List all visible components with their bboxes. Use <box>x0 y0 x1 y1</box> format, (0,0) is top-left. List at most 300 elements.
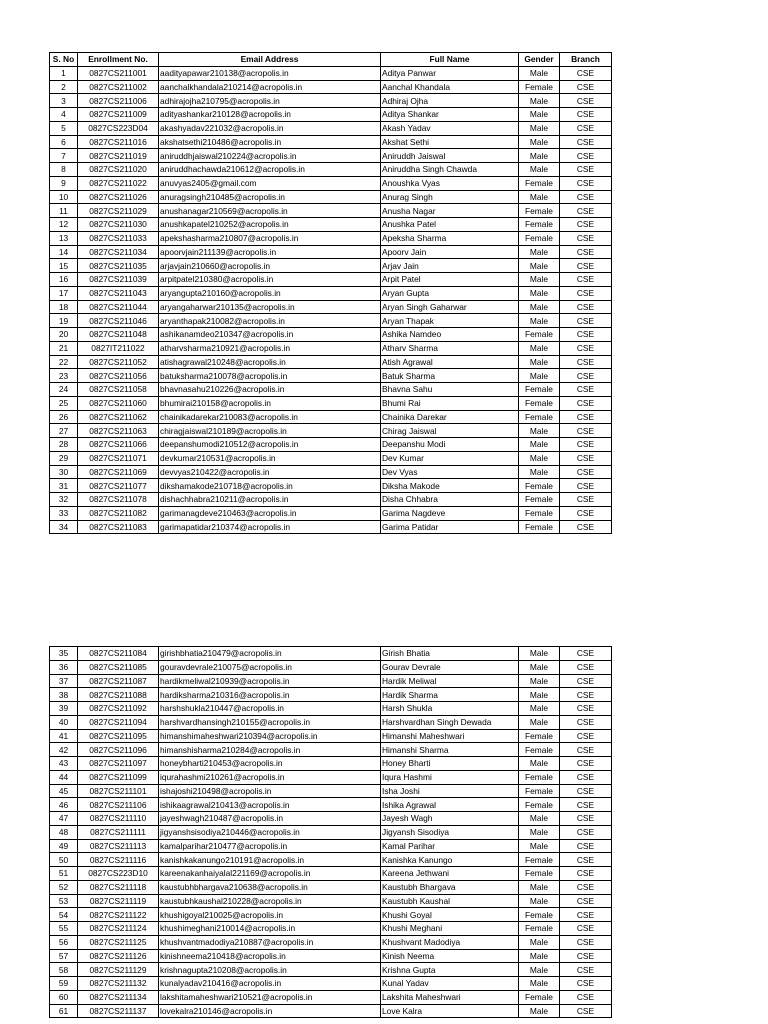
cell-gender: Male <box>519 259 560 273</box>
cell-sno: 16 <box>50 273 78 287</box>
cell-enrollment: 0827CS211019 <box>78 149 159 163</box>
cell-sno: 39 <box>50 702 78 716</box>
cell-full-name: Himanshi Maheshwari <box>381 729 519 743</box>
cell-branch: CSE <box>560 410 612 424</box>
cell-sno: 11 <box>50 204 78 218</box>
cell-gender: Male <box>519 894 560 908</box>
cell-enrollment: 0827CS211066 <box>78 438 159 452</box>
cell-enrollment: 0827CS211094 <box>78 715 159 729</box>
table-row <box>50 121 612 135</box>
cell-sno: 50 <box>50 853 78 867</box>
cell-enrollment: 0827CS211039 <box>78 273 159 287</box>
cell-email: dikshamakode210718@acropolis.in <box>159 479 381 493</box>
cell-enrollment: 0827CS211132 <box>78 977 159 991</box>
table-row <box>50 674 612 688</box>
cell-branch: CSE <box>560 506 612 520</box>
cell-gender: Female <box>519 784 560 798</box>
cell-enrollment: 0827CS211001 <box>78 66 159 80</box>
cell-enrollment: 0827CS211016 <box>78 135 159 149</box>
cell-enrollment: 0827CS211048 <box>78 328 159 342</box>
cell-gender: Male <box>519 715 560 729</box>
cell-enrollment: 0827CS211129 <box>78 963 159 977</box>
cell-branch: CSE <box>560 231 612 245</box>
cell-gender: Female <box>519 410 560 424</box>
cell-email: kaustubhbhargava210638@acropolis.in <box>159 880 381 894</box>
cell-gender: Male <box>519 163 560 177</box>
student-table-1 <box>49 52 612 534</box>
cell-gender: Female <box>519 479 560 493</box>
cell-sno: 42 <box>50 743 78 757</box>
cell-enrollment: 0827CS211060 <box>78 396 159 410</box>
table-row <box>50 935 612 949</box>
cell-email: akashyadav221032@acropolis.in <box>159 121 381 135</box>
cell-sno: 53 <box>50 894 78 908</box>
table-row <box>50 715 612 729</box>
table-row <box>50 853 612 867</box>
cell-gender: Male <box>519 465 560 479</box>
cell-gender: Male <box>519 66 560 80</box>
cell-enrollment: 0827CS211035 <box>78 259 159 273</box>
cell-branch: CSE <box>560 493 612 507</box>
cell-full-name: Garima Nagdeve <box>381 506 519 520</box>
cell-sno: 45 <box>50 784 78 798</box>
cell-email: devkumar210531@acropolis.in <box>159 451 381 465</box>
cell-full-name: Aryan Gupta <box>381 286 519 300</box>
cell-email: harshshukla210447@acropolis.in <box>159 702 381 716</box>
cell-branch: CSE <box>560 328 612 342</box>
cell-enrollment: 0827CS211034 <box>78 245 159 259</box>
cell-email: girishbhatia210479@acropolis.in <box>159 647 381 661</box>
cell-branch: CSE <box>560 715 612 729</box>
cell-branch: CSE <box>560 300 612 314</box>
header-full-name: Full Name <box>381 53 519 67</box>
cell-sno: 4 <box>50 108 78 122</box>
cell-email: aniruddhjaiswal210224@acropolis.in <box>159 149 381 163</box>
table-row <box>50 300 612 314</box>
cell-full-name: Jayesh Wagh <box>381 812 519 826</box>
cell-sno: 56 <box>50 935 78 949</box>
cell-email: kinishneema210418@acropolis.in <box>159 949 381 963</box>
cell-full-name: Kareena Jethwani <box>381 867 519 881</box>
cell-full-name: Apoorv Jain <box>381 245 519 259</box>
cell-enrollment: 0827CS211092 <box>78 702 159 716</box>
cell-sno: 41 <box>50 729 78 743</box>
cell-gender: Female <box>519 990 560 1004</box>
header-gender: Gender <box>519 53 560 67</box>
cell-gender: Male <box>519 355 560 369</box>
cell-sno: 6 <box>50 135 78 149</box>
cell-gender: Male <box>519 757 560 771</box>
cell-enrollment: 0827CS211058 <box>78 383 159 397</box>
cell-full-name: Gourav Devrale <box>381 660 519 674</box>
table-row <box>50 245 612 259</box>
cell-gender: Male <box>519 190 560 204</box>
cell-enrollment: 0827CS211020 <box>78 163 159 177</box>
cell-email: aadityapawar210138@acropolis.in <box>159 66 381 80</box>
table-row <box>50 286 612 300</box>
cell-enrollment: 0827CS211006 <box>78 94 159 108</box>
cell-full-name: Khushi Meghani <box>381 922 519 936</box>
cell-full-name: Dev Vyas <box>381 465 519 479</box>
cell-enrollment: 0827CS211118 <box>78 880 159 894</box>
table-row <box>50 825 612 839</box>
cell-enrollment: 0827CS211113 <box>78 839 159 853</box>
cell-full-name: Krishna Gupta <box>381 963 519 977</box>
cell-branch: CSE <box>560 341 612 355</box>
cell-enrollment: 0827CS211082 <box>78 506 159 520</box>
table-row <box>50 757 612 771</box>
cell-enrollment: 0827CS211110 <box>78 812 159 826</box>
table-row <box>50 839 612 853</box>
cell-sno: 32 <box>50 493 78 507</box>
cell-full-name: Honey Bharti <box>381 757 519 771</box>
table-row <box>50 396 612 410</box>
cell-gender: Male <box>519 674 560 688</box>
cell-email: anuragsingh210485@acropolis.in <box>159 190 381 204</box>
table-row <box>50 424 612 438</box>
cell-full-name: Kanishka Kanungo <box>381 853 519 867</box>
cell-enrollment: 0827CS211083 <box>78 520 159 534</box>
table-row <box>50 867 612 881</box>
cell-branch: CSE <box>560 688 612 702</box>
cell-branch: CSE <box>560 867 612 881</box>
cell-gender: Male <box>519 273 560 287</box>
cell-full-name: Bhumi Rai <box>381 396 519 410</box>
cell-full-name: Harshvardhan Singh Dewada <box>381 715 519 729</box>
cell-full-name: Isha Joshi <box>381 784 519 798</box>
cell-branch: CSE <box>560 908 612 922</box>
cell-full-name: Aryan Singh Gaharwar <box>381 300 519 314</box>
cell-gender: Male <box>519 94 560 108</box>
cell-gender: Female <box>519 396 560 410</box>
cell-gender: Male <box>519 286 560 300</box>
cell-branch: CSE <box>560 149 612 163</box>
cell-enrollment: 0827CS211087 <box>78 674 159 688</box>
cell-enrollment: 0827CS211096 <box>78 743 159 757</box>
cell-full-name: Ashika Namdeo <box>381 328 519 342</box>
cell-email: apekshasharma210807@acropolis.in <box>159 231 381 245</box>
cell-enrollment: 0827CS211126 <box>78 949 159 963</box>
cell-email: aniruddhachawda210612@acropolis.in <box>159 163 381 177</box>
cell-branch: CSE <box>560 784 612 798</box>
cell-branch: CSE <box>560 812 612 826</box>
cell-branch: CSE <box>560 314 612 328</box>
cell-gender: Male <box>519 245 560 259</box>
cell-enrollment: 0827CS211069 <box>78 465 159 479</box>
cell-branch: CSE <box>560 355 612 369</box>
table-row <box>50 465 612 479</box>
cell-sno: 26 <box>50 410 78 424</box>
cell-branch: CSE <box>560 479 612 493</box>
cell-gender: Female <box>519 729 560 743</box>
cell-branch: CSE <box>560 757 612 771</box>
cell-gender: Male <box>519 135 560 149</box>
cell-sno: 18 <box>50 300 78 314</box>
cell-sno: 31 <box>50 479 78 493</box>
cell-branch: CSE <box>560 880 612 894</box>
cell-full-name: Anoushka Vyas <box>381 176 519 190</box>
cell-full-name: Kunal Yadav <box>381 977 519 991</box>
cell-full-name: Kamal Parihar <box>381 839 519 853</box>
cell-sno: 5 <box>50 121 78 135</box>
cell-gender: Male <box>519 702 560 716</box>
table-row <box>50 66 612 80</box>
cell-enrollment: 0827CS211071 <box>78 451 159 465</box>
cell-full-name: Akshat Sethi <box>381 135 519 149</box>
table-row <box>50 922 612 936</box>
table-row <box>50 314 612 328</box>
cell-email: ishajoshi210498@acropolis.in <box>159 784 381 798</box>
table-row <box>50 798 612 812</box>
cell-sno: 8 <box>50 163 78 177</box>
cell-gender: Female <box>519 770 560 784</box>
cell-branch: CSE <box>560 853 612 867</box>
cell-branch: CSE <box>560 520 612 534</box>
cell-sno: 57 <box>50 949 78 963</box>
cell-branch: CSE <box>560 647 612 661</box>
cell-full-name: Deepanshu Modi <box>381 438 519 452</box>
cell-email: batuksharma210078@acropolis.in <box>159 369 381 383</box>
cell-full-name: Garima Patidar <box>381 520 519 534</box>
cell-full-name: Akash Yadav <box>381 121 519 135</box>
cell-email: apoorvjain211139@acropolis.in <box>159 245 381 259</box>
cell-full-name: Arjav Jain <box>381 259 519 273</box>
cell-enrollment: 0827CS211029 <box>78 204 159 218</box>
cell-enrollment: 0827CS211106 <box>78 798 159 812</box>
cell-email: arpitpatel210380@acropolis.in <box>159 273 381 287</box>
cell-gender: Male <box>519 314 560 328</box>
cell-email: himanshisharma210284@acropolis.in <box>159 743 381 757</box>
cell-branch: CSE <box>560 894 612 908</box>
cell-gender: Female <box>519 922 560 936</box>
cell-gender: Female <box>519 867 560 881</box>
cell-enrollment: 0827CS211077 <box>78 479 159 493</box>
cell-sno: 17 <box>50 286 78 300</box>
cell-branch: CSE <box>560 798 612 812</box>
cell-gender: Female <box>519 493 560 507</box>
cell-branch: CSE <box>560 451 612 465</box>
cell-branch: CSE <box>560 273 612 287</box>
table-row <box>50 149 612 163</box>
cell-branch: CSE <box>560 660 612 674</box>
cell-full-name: Khushi Goyal <box>381 908 519 922</box>
cell-enrollment: 0827CS211062 <box>78 410 159 424</box>
cell-branch: CSE <box>560 729 612 743</box>
cell-gender: Female <box>519 383 560 397</box>
cell-email: chainikadarekar210083@acropolis.in <box>159 410 381 424</box>
cell-enrollment: 0827CS211085 <box>78 660 159 674</box>
cell-enrollment: 0827CS211095 <box>78 729 159 743</box>
cell-full-name: Atharv Sharma <box>381 341 519 355</box>
cell-enrollment: 0827CS211088 <box>78 688 159 702</box>
table-row <box>50 176 612 190</box>
cell-branch: CSE <box>560 286 612 300</box>
cell-email: anuvyas2405@gmail.com <box>159 176 381 190</box>
cell-gender: Male <box>519 963 560 977</box>
cell-gender: Female <box>519 743 560 757</box>
cell-gender: Female <box>519 506 560 520</box>
table-row <box>50 729 612 743</box>
cell-enrollment: 0827CS211116 <box>78 853 159 867</box>
cell-branch: CSE <box>560 743 612 757</box>
table-row <box>50 94 612 108</box>
cell-branch: CSE <box>560 245 612 259</box>
table-row <box>50 702 612 716</box>
table-row <box>50 80 612 94</box>
cell-sno: 44 <box>50 770 78 784</box>
cell-gender: Male <box>519 935 560 949</box>
cell-branch: CSE <box>560 424 612 438</box>
cell-branch: CSE <box>560 935 612 949</box>
cell-email: khushimeghani210014@acropolis.in <box>159 922 381 936</box>
cell-email: akshatsethi210486@acropolis.in <box>159 135 381 149</box>
cell-full-name: Kaustubh Kaushal <box>381 894 519 908</box>
cell-sno: 37 <box>50 674 78 688</box>
cell-enrollment: 0827CS211119 <box>78 894 159 908</box>
cell-enrollment: 0827CS211084 <box>78 647 159 661</box>
table-row <box>50 894 612 908</box>
cell-email: harshvardhansingh210155@acropolis.in <box>159 715 381 729</box>
cell-branch: CSE <box>560 121 612 135</box>
cell-full-name: Girish Bhatia <box>381 647 519 661</box>
cell-full-name: Himanshi Sharma <box>381 743 519 757</box>
cell-full-name: Khushvant Madodiya <box>381 935 519 949</box>
table-row <box>50 479 612 493</box>
cell-email: jayeshwagh210487@acropolis.in <box>159 812 381 826</box>
cell-enrollment: 0827CS211046 <box>78 314 159 328</box>
table-row <box>50 190 612 204</box>
table-row <box>50 770 612 784</box>
cell-enrollment: 0827CS211097 <box>78 757 159 771</box>
table-row <box>50 990 612 1004</box>
cell-email: gouravdevrale210075@acropolis.in <box>159 660 381 674</box>
cell-email: garimapatidar210374@acropolis.in <box>159 520 381 534</box>
cell-sno: 38 <box>50 688 78 702</box>
cell-full-name: Iqura Hashmi <box>381 770 519 784</box>
cell-email: garimanagdeve210463@acropolis.in <box>159 506 381 520</box>
table-row <box>50 438 612 452</box>
cell-gender: Male <box>519 341 560 355</box>
cell-enrollment: 0827CS211022 <box>78 176 159 190</box>
table-row <box>50 135 612 149</box>
cell-gender: Female <box>519 204 560 218</box>
cell-full-name: Aniruddha Singh Chawda <box>381 163 519 177</box>
cell-sno: 19 <box>50 314 78 328</box>
cell-sno: 20 <box>50 328 78 342</box>
student-table-2 <box>49 646 612 1018</box>
cell-sno: 33 <box>50 506 78 520</box>
cell-email: kanishkakanungo210191@acropolis.in <box>159 853 381 867</box>
cell-sno: 25 <box>50 396 78 410</box>
cell-gender: Male <box>519 369 560 383</box>
cell-full-name: Chainika Darekar <box>381 410 519 424</box>
cell-email: krishnagupta210208@acropolis.in <box>159 963 381 977</box>
cell-email: kamalparihar210477@acropolis.in <box>159 839 381 853</box>
cell-sno: 14 <box>50 245 78 259</box>
cell-full-name: Aniruddh Jaiswal <box>381 149 519 163</box>
cell-branch: CSE <box>560 1004 612 1018</box>
cell-email: jigyanshsisodiya210446@acropolis.in <box>159 825 381 839</box>
cell-email: devvyas210422@acropolis.in <box>159 465 381 479</box>
cell-enrollment: 0827CS211124 <box>78 922 159 936</box>
cell-enrollment: 0827CS223D04 <box>78 121 159 135</box>
cell-branch: CSE <box>560 259 612 273</box>
cell-full-name: Ishika Agrawal <box>381 798 519 812</box>
table-row <box>50 908 612 922</box>
cell-branch: CSE <box>560 702 612 716</box>
table-row <box>50 949 612 963</box>
cell-email: deepanshumodi210512@acropolis.in <box>159 438 381 452</box>
cell-enrollment: 0827CS211125 <box>78 935 159 949</box>
cell-sno: 51 <box>50 867 78 881</box>
cell-sno: 10 <box>50 190 78 204</box>
cell-enrollment: 0827CS211099 <box>78 770 159 784</box>
header-email: Email Address <box>159 53 381 67</box>
cell-enrollment: 0827CS211030 <box>78 218 159 232</box>
cell-branch: CSE <box>560 80 612 94</box>
cell-branch: CSE <box>560 977 612 991</box>
cell-gender: Female <box>519 908 560 922</box>
table-row <box>50 880 612 894</box>
table-row <box>50 647 612 661</box>
cell-gender: Female <box>519 80 560 94</box>
header-branch: Branch <box>560 53 612 67</box>
cell-sno: 22 <box>50 355 78 369</box>
cell-gender: Female <box>519 853 560 867</box>
cell-sno: 24 <box>50 383 78 397</box>
table-1-body <box>50 66 612 534</box>
cell-enrollment: 0827CS211134 <box>78 990 159 1004</box>
table-row <box>50 231 612 245</box>
table-row <box>50 743 612 757</box>
table-row <box>50 1004 612 1018</box>
cell-gender: Male <box>519 451 560 465</box>
header-enrollment: Enrollment No. <box>78 53 159 67</box>
table-header-row <box>50 53 612 67</box>
cell-gender: Male <box>519 688 560 702</box>
table-row <box>50 410 612 424</box>
cell-email: anushkapatel210252@acropolis.in <box>159 218 381 232</box>
cell-sno: 23 <box>50 369 78 383</box>
cell-branch: CSE <box>560 383 612 397</box>
cell-sno: 59 <box>50 977 78 991</box>
cell-full-name: Aditya Shankar <box>381 108 519 122</box>
table-row <box>50 204 612 218</box>
cell-email: bhumirai210158@acropolis.in <box>159 396 381 410</box>
cell-email: hardikmeliwal210939@acropolis.in <box>159 674 381 688</box>
cell-enrollment: 0827CS211101 <box>78 784 159 798</box>
table-row <box>50 328 612 342</box>
cell-full-name: Adhiraj Ojha <box>381 94 519 108</box>
cell-full-name: Batuk Sharma <box>381 369 519 383</box>
table-row <box>50 218 612 232</box>
cell-enrollment: 0827CS211009 <box>78 108 159 122</box>
cell-sno: 27 <box>50 424 78 438</box>
cell-branch: CSE <box>560 135 612 149</box>
cell-email: adhirajojha210795@acropolis.in <box>159 94 381 108</box>
cell-sno: 61 <box>50 1004 78 1018</box>
cell-email: dishachhabra210211@acropolis.in <box>159 493 381 507</box>
cell-full-name: Chirag Jaiswal <box>381 424 519 438</box>
cell-enrollment: 0827CS211026 <box>78 190 159 204</box>
cell-sno: 13 <box>50 231 78 245</box>
cell-branch: CSE <box>560 770 612 784</box>
cell-branch: CSE <box>560 190 612 204</box>
cell-full-name: Arpit Patel <box>381 273 519 287</box>
cell-email: anushanagar210569@acropolis.in <box>159 204 381 218</box>
cell-email: honeybharti210453@acropolis.in <box>159 757 381 771</box>
cell-gender: Female <box>519 218 560 232</box>
